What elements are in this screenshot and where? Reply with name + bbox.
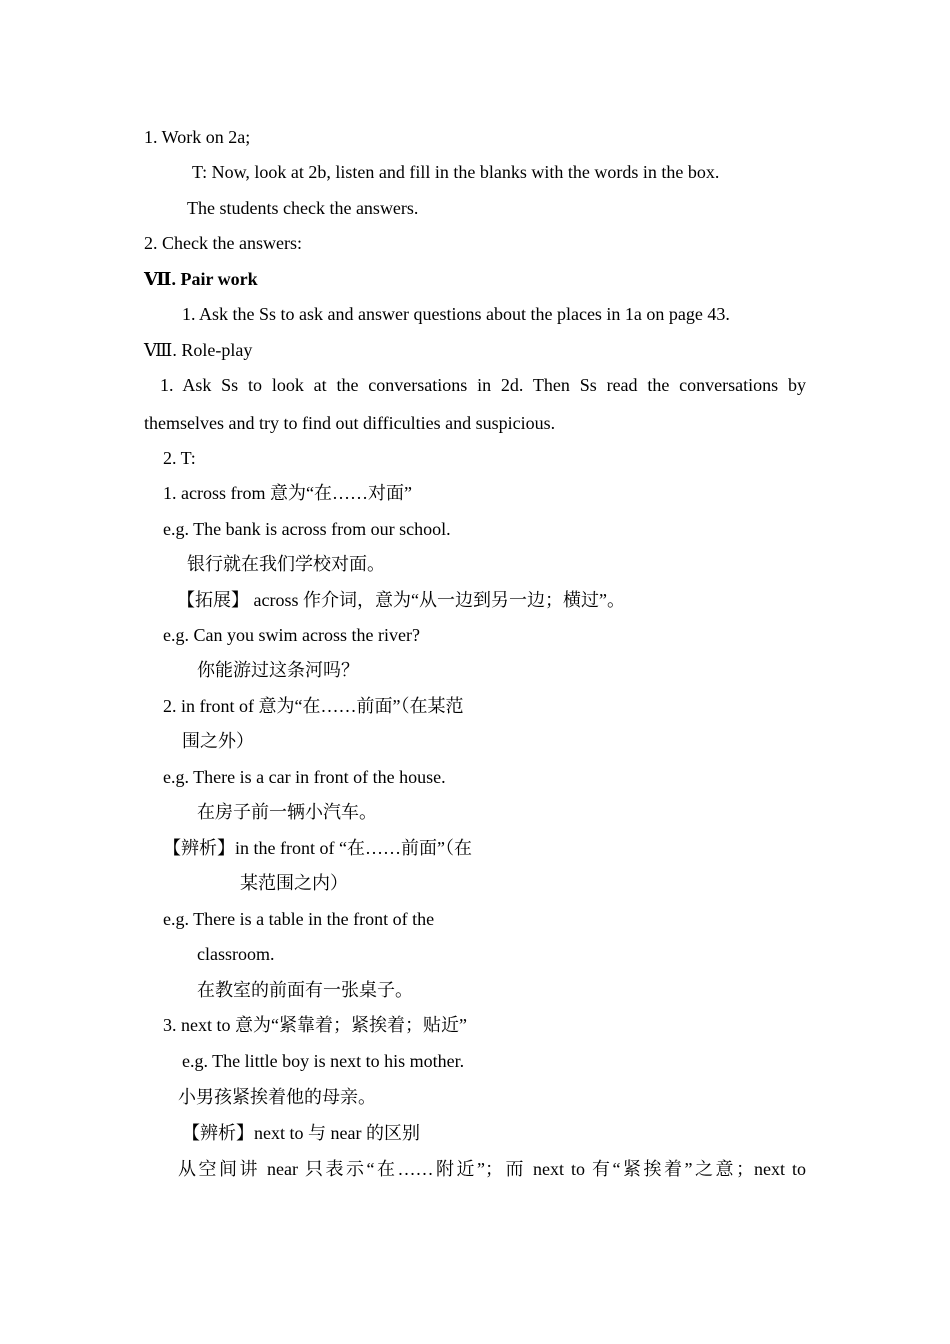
extension-note: 【拓展】 across 作介词，意为“从一边到另一边；横过”。: [177, 590, 625, 610]
point-in-front-of-continued: 围之外）: [182, 731, 254, 751]
analysis-note-in-the-front-of: 【辨析】in the front of “在……前面”（在: [163, 838, 472, 858]
teacher-label: 2. T:: [163, 448, 196, 468]
example-sentence: e.g. The little boy is next to his mother.: [182, 1051, 465, 1071]
teacher-instruction: T: Now, look at 2b, listen and fill in the blanks with the words in the box.: [192, 162, 720, 182]
section-heading-pair-work: Ⅶ. Pair work: [144, 269, 258, 289]
example-sentence-continued: classroom.: [197, 944, 275, 964]
example-translation: 你能游过这条河吗？: [197, 660, 359, 680]
students-check: The students check the answers.: [187, 198, 419, 218]
analysis-explanation: 从空间讲 near 只表示“在……附近”；而 next to 有“紧挨着”之意；next to: [178, 1159, 806, 1179]
example-sentence: e.g. There is a table in the front of the: [163, 909, 435, 929]
example-sentence: e.g. There is a car in front of the house.: [163, 767, 446, 787]
example-sentence: e.g. The bank is across from our school.: [163, 519, 451, 539]
step-check-answers: 2. Check the answers:: [144, 233, 302, 253]
analysis-note-next-to-vs-near: 【辨析】next to 与 near 的区别: [182, 1123, 420, 1143]
role-play-item-line-2: themselves and try to find out difficulties and suspicious.: [144, 413, 556, 433]
example-translation: 小男孩紧挨着他的母亲。: [178, 1087, 376, 1107]
example-translation: 在教室的前面有一张桌子。: [197, 980, 413, 1000]
example-sentence: e.g. Can you swim across the river?: [163, 625, 420, 645]
step-work-on-2a: 1. Work on 2a;: [144, 127, 251, 147]
pair-work-item: 1. Ask the Ss to ask and answer questions about the places in 1a on page 43.: [182, 304, 730, 324]
example-translation: 银行就在我们学校对面。: [187, 554, 385, 574]
example-translation: 在房子前一辆小汽车。: [197, 802, 377, 822]
point-in-front-of: 2. in front of 意为“在……前面”（在某范: [163, 696, 464, 716]
point-next-to: 3. next to 意为“紧靠着；紧挨着；贴近”: [163, 1015, 467, 1035]
role-play-item-line-1: 1. Ask Ss to look at the conversations in 2d. Then Ss read the conversations by: [160, 375, 806, 395]
point-across-from: 1. across from 意为“在……对面”: [163, 483, 412, 503]
analysis-note-continued: 某范围之内）: [240, 873, 348, 893]
section-heading-role-play: Ⅷ. Role-play: [144, 340, 253, 360]
